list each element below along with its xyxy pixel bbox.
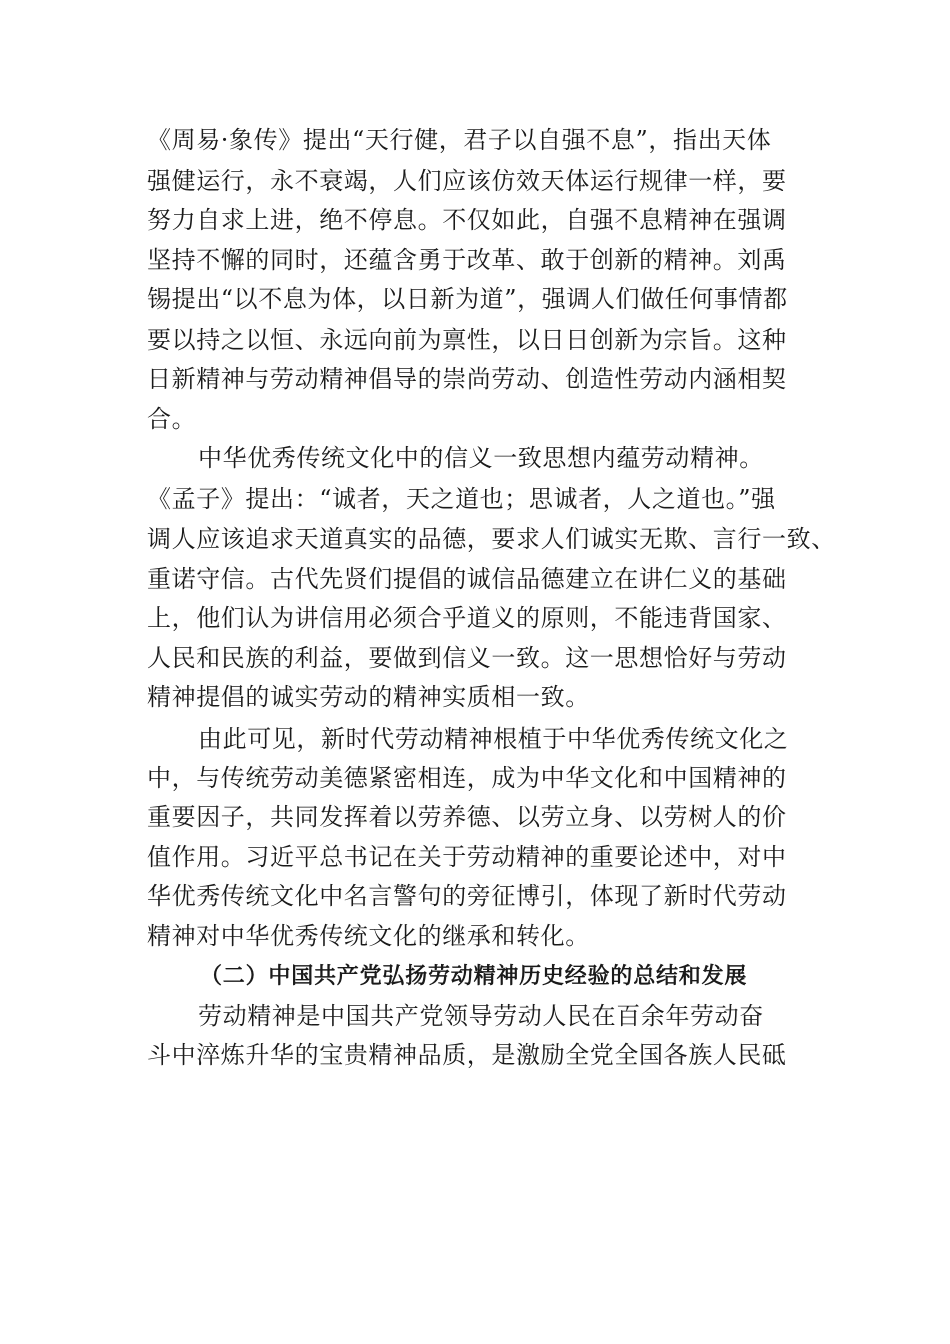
text-line-13: 上，他们认为讲信用必须合乎道义的原则，不能违背国家、 [147,604,787,632]
text-line-4: 坚持不懈的同时，还蕴含勇于改革、敢于创新的精神。刘禹 [147,246,787,274]
text-line-3: 努力自求上进，绝不停息。不仅如此，自强不息精神在强调 [147,206,787,234]
text-line-12: 重诺守信。古代先贤们提倡的诚信品德建立在讲仁义的基础 [147,565,787,593]
text-line-18: 重要因子，共同发挥着以劳养德、以劳立身、以劳树人的价 [147,803,787,831]
section-heading: （二）中国共产党弘扬劳动精神历史经验的总结和发展 [200,964,748,989]
text-line-5: 锡提出“以不息为体，以日新为道”，强调人们做任何事情都 [147,285,788,313]
text-line-14: 人民和民族的利益，要做到信义一致。这一思想恰好与劳动 [147,644,787,672]
text-line-8: 合。 [147,405,197,433]
paragraph-start-line: 中华优秀传统文化中的信义一致思想内蕴劳动精神。 [198,444,764,472]
text-line-11: 调人应该追求天道真实的品德，要求人们诚实无欺、言行一致、 [147,525,836,553]
text-line-19: 值作用。习近平总书记在关于劳动精神的重要论述中，对中 [147,843,787,871]
text-line-20: 华优秀传统文化中名言警句的旁征博引，体现了新时代劳动 [147,882,787,910]
text-line-17: 中，与传统劳动美德紧密相连，成为中华文化和中国精神的 [147,764,787,792]
text-line-21: 精神对中华优秀传统文化的继承和转化。 [147,922,590,950]
text-line-1: 《周易·象传》提出“天行健，君子以自强不息”，指出天体 [147,126,772,154]
text-line-7: 日新精神与劳动精神倡导的崇尚劳动、创造性劳动内涵相契 [147,365,787,393]
paragraph-start-line: 由此可见，新时代劳动精神根植于中华优秀传统文化之 [198,725,789,753]
text-line-6: 要以持之以恒、永远向前为禀性，以日日创新为宗旨。这种 [147,326,787,354]
text-line-2: 强健运行，永不衰竭，人们应该仿效天体运行规律一样，要 [147,167,787,195]
text-line-10: 《孟子》提出：“诚者，天之道也；思诚者，人之道也。”强 [147,485,776,513]
text-line-24: 斗中淬炼升华的宝贵精神品质，是激励全党全国各族人民砥 [147,1041,787,1069]
text-line-15: 精神提倡的诚实劳动的精神实质相一致。 [147,683,590,711]
paragraph-start-line: 劳动精神是中国共产党领导劳动人民在百余年劳动奋 [198,1002,764,1030]
